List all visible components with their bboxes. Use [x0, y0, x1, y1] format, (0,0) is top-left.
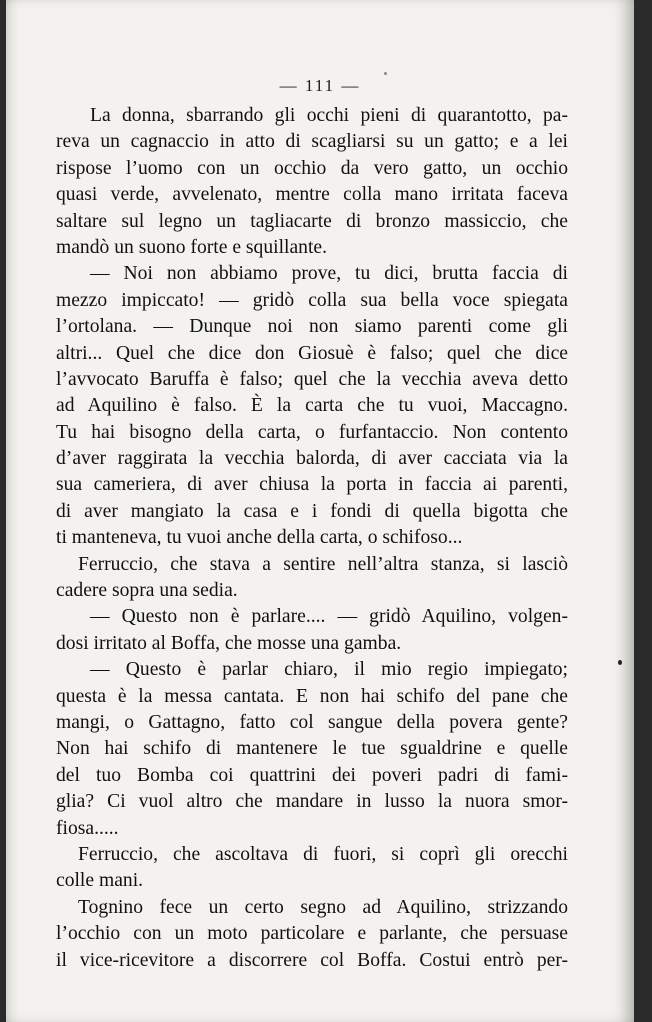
- text-line: — Questo non è parlare.... — gridò Aquilino, volgen-: [90, 606, 568, 628]
- book-page: [6, 0, 634, 1022]
- text-line: rispose l’uomo con un occhio da vero gatto, un occhio: [56, 157, 568, 179]
- print-speck: [618, 660, 622, 665]
- text-line: Non hai schifo di mantenere le tue sgualdrine e quelle: [56, 738, 568, 760]
- text-line: l’occhio con un moto particolare e parlante, che persuase: [56, 923, 568, 945]
- text-line: mangi, o Gattagno, fatto col sangue della povera gente?: [56, 711, 568, 733]
- text-line: altri... Quel che dice don Giosuè è falso; quel che dice: [56, 342, 568, 364]
- text-line: l’ortolana. — Dunque noi non siamo parenti come gli: [56, 316, 568, 338]
- text-line: reva un cagnaccio in atto di scagliarsi su un gatto; e a lei: [56, 131, 568, 153]
- text-line: del tuo Bomba coi quattrini dei poveri padri di fami-: [56, 764, 568, 786]
- text-line: Ferruccio, che stava a sentire nell’altra stanza, si lasciò: [78, 553, 568, 575]
- page-number: — 111 —: [279, 76, 361, 95]
- text-line: ad Aquilino è falso. È la carta che tu vuoi, Maccagno.: [56, 395, 568, 417]
- text-line: mandò un suono forte e squillante.: [56, 236, 327, 258]
- text-line: il vice-ricevitore a discorrere col Boffa. Costui entrò per-: [56, 949, 568, 971]
- body-text: [56, 103, 568, 974]
- text-line: questa è la messa cantata. E non hai schifo del pane che: [56, 685, 568, 707]
- text-line: saltare sul legno un tagliacarte di bronzo massiccio, che: [56, 210, 568, 232]
- text-line: Tu hai bisogno della carta, o furfantaccio. Non contento: [56, 421, 568, 443]
- text-line: La donna, sbarrando gli occhi pieni di quarantotto, pa-: [90, 105, 568, 126]
- text-line: dosi irritato al Boffa, che mosse una gamba.: [56, 632, 402, 654]
- text-line: — Questo è parlar chiaro, il mio regio impiegato;: [90, 659, 568, 681]
- text-line: Tognino fece un certo segno ad Aquilino, strizzando: [78, 896, 568, 918]
- text-line: mezzo impiccato! — gridò colla sua bella voce spiegata: [56, 289, 568, 311]
- text-line: sua cameriera, di aver chiusa la porta in faccia ai parenti,: [56, 474, 568, 496]
- text-line: Ferruccio, che ascoltava di fuori, si coprì gli orecchi: [78, 843, 568, 865]
- text-line: fiosa.....: [56, 817, 119, 839]
- text-line: glia? Ci vuol altro che mandare in lusso la nuora smor-: [56, 791, 568, 813]
- text-line: cadere sopra una sedia.: [56, 580, 238, 602]
- text-line: d’aver raggirata la vecchia balorda, di aver cacciata via la: [56, 448, 568, 470]
- print-speck: [384, 72, 387, 75]
- text-line: ti manteneva, tu vuoi anche della carta, o schifoso...: [56, 527, 463, 549]
- text-line: — Noi non abbiamo prove, tu dici, brutta faccia di: [90, 263, 568, 285]
- text-line: di aver mangiato la casa e i fondi di quella bigotta che: [56, 500, 568, 522]
- text-line: colle mani.: [56, 870, 144, 892]
- text-line: l’avvocato Baruffa è falso; quel che la vecchia aveva detto: [56, 368, 568, 390]
- text-line: quasi verde, avvelenato, mentre colla mano irritata faceva: [56, 184, 568, 206]
